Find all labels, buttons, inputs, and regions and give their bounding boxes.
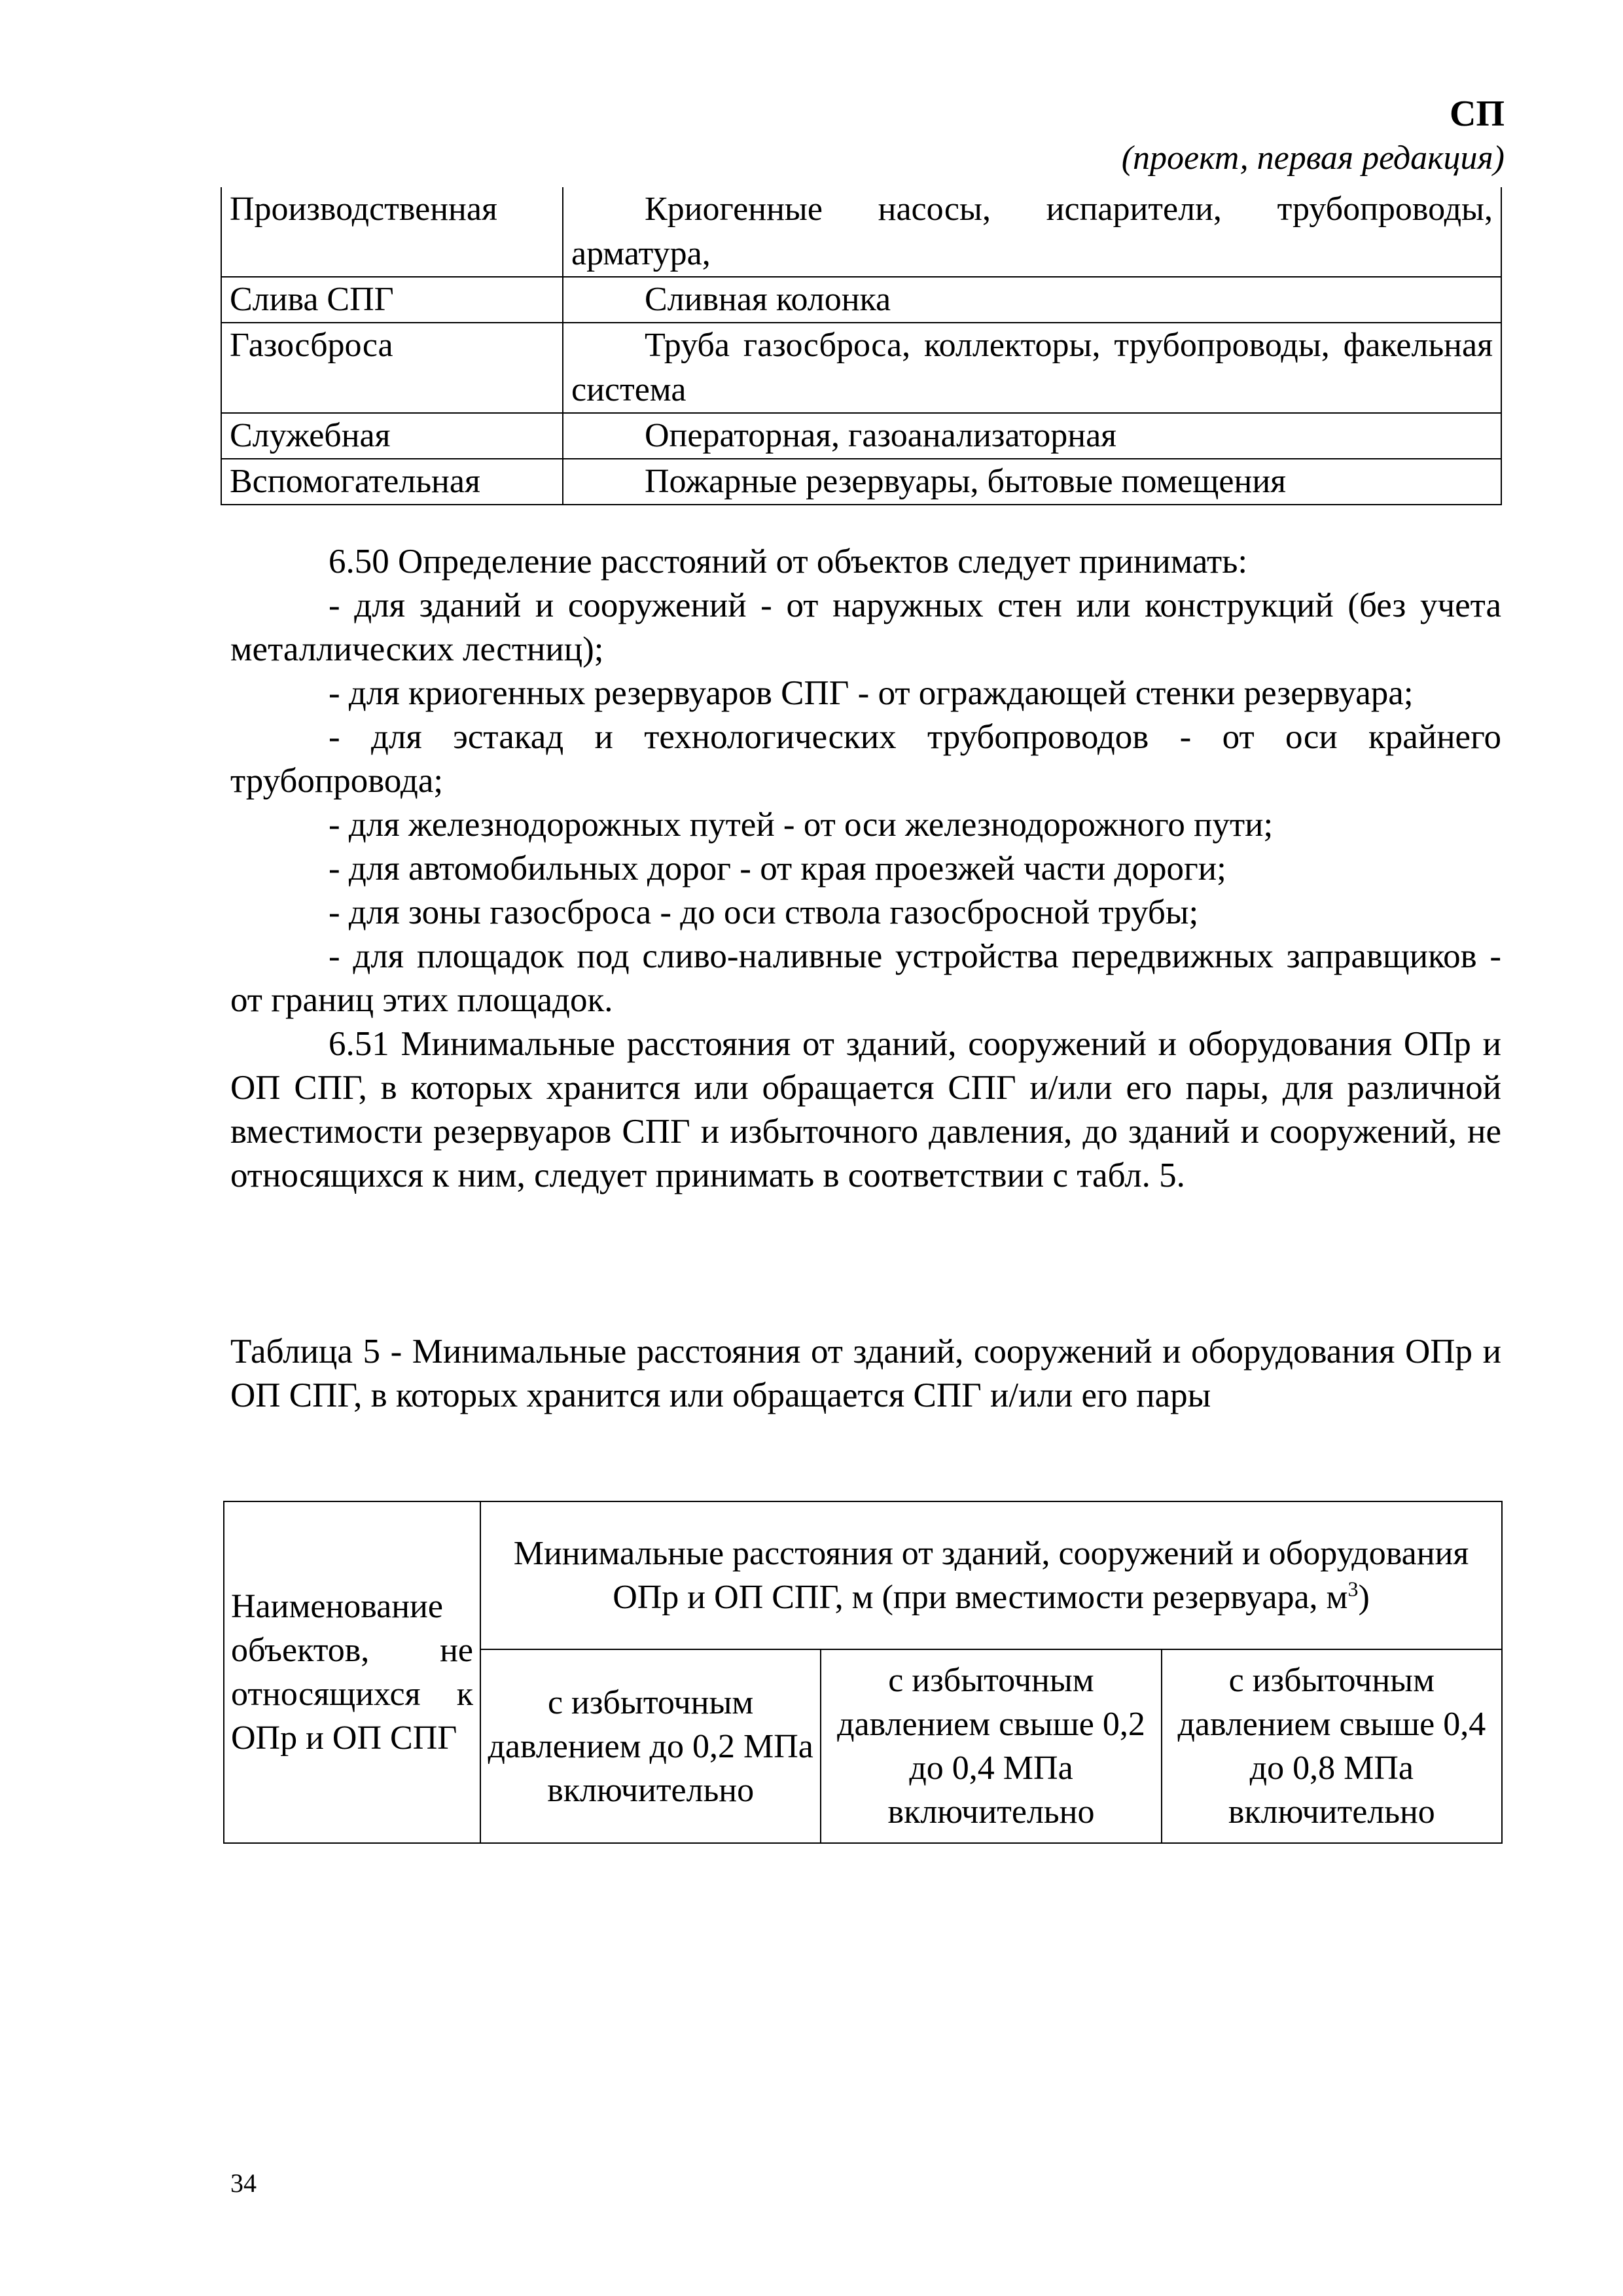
pressure-column-header: с избыточным давлением свыше 0,2 до 0,4 МПа включительно <box>821 1649 1161 1843</box>
pressure-column-header: с избыточным давлением до 0,2 МПа включительно <box>480 1649 821 1843</box>
page-number: 34 <box>230 2168 257 2198</box>
list-item: - для зданий и сооружений - от наружных стен или конструкций (без учета металлических лестниц); <box>230 586 1501 668</box>
paragraph-6-50: 6.50 Определение расстояний от объектов следует принимать: <box>329 543 1248 581</box>
table-header-row <box>224 1501 1502 1649</box>
zones-table <box>221 187 1502 505</box>
zone-cell: Газосброса <box>221 323 563 413</box>
list-item: - для автомобильных дорог - от края проезжей части дороги; <box>329 850 1226 888</box>
body-text <box>230 540 1501 1198</box>
distances-header <box>480 1501 1502 1649</box>
objects-cell: Сливная колонка <box>563 277 1501 323</box>
objects-cell: Пожарные резервуары, бытовые помещения <box>563 459 1501 505</box>
table-row <box>221 187 1501 277</box>
table-caption: Таблица 5 - Минимальные расстояния от зданий, сооружений и оборудования ОПр и ОП СПГ, в которых хранится или обращается СПГ и/или его пары <box>230 1333 1501 1414</box>
list-item: - для криогенных резервуаров СПГ - от ограждающей стенки резервуара; <box>329 674 1414 712</box>
distances-header-close: ) <box>1358 1579 1370 1616</box>
list-item: - для эстакад и технологических трубопроводов - от оси крайнего трубопровода; <box>230 718 1501 800</box>
zone-cell: Вспомогательная <box>221 459 563 505</box>
zone-cell: Слива СПГ <box>221 277 563 323</box>
paragraph-6-51: 6.51 Минимальные расстояния от зданий, сооружений и оборудования ОПр и ОП СПГ, в которых хранится или обращается СПГ и/или его пары, для различной вместимости резервуаров СПГ и избыточного давления, до зданий и сооружений, не относящихся к ним, следует принимать в соответствии с табл. 5. <box>230 1025 1501 1194</box>
table-row <box>221 413 1501 459</box>
objects-name-header: Наименование объектов, не относящихся к ОПр и ОП СПГ <box>224 1501 480 1843</box>
list-item: - для зоны газосброса - до оси ствола газосбросной трубы; <box>329 893 1199 931</box>
pressure-column-header: с избыточным давлением свыше 0,4 до 0,8 МПа включительно <box>1162 1649 1502 1843</box>
distances-table <box>223 1501 1503 1844</box>
objects-cell: Криогенные насосы, испарители, трубопроводы, арматура, <box>563 187 1501 277</box>
table-row <box>221 323 1501 413</box>
distances-header-text: Минимальные расстояния от зданий, сооружений и оборудования ОПр и ОП СПГ, м (при вместимости резервуара, м <box>513 1535 1469 1616</box>
objects-cell: Операторная, газоанализаторная <box>563 413 1501 459</box>
document-code: СП <box>1450 94 1505 134</box>
table-row <box>221 459 1501 505</box>
list-item: - для железнодорожных путей - от оси железнодорожного пути; <box>329 806 1274 844</box>
objects-cell: Труба газосброса, коллекторы, трубопроводы, факельная система <box>563 323 1501 413</box>
zone-cell: Производственная <box>221 187 563 277</box>
document-edition: (проект, первая редакция) <box>1121 139 1505 177</box>
table-row <box>221 277 1501 323</box>
zone-cell: Служебная <box>221 413 563 459</box>
unit-superscript: 3 <box>1347 1577 1359 1601</box>
list-item: - для площадок под сливо-наливные устройства передвижных заправщиков - от границ этих площадок. <box>230 937 1501 1019</box>
